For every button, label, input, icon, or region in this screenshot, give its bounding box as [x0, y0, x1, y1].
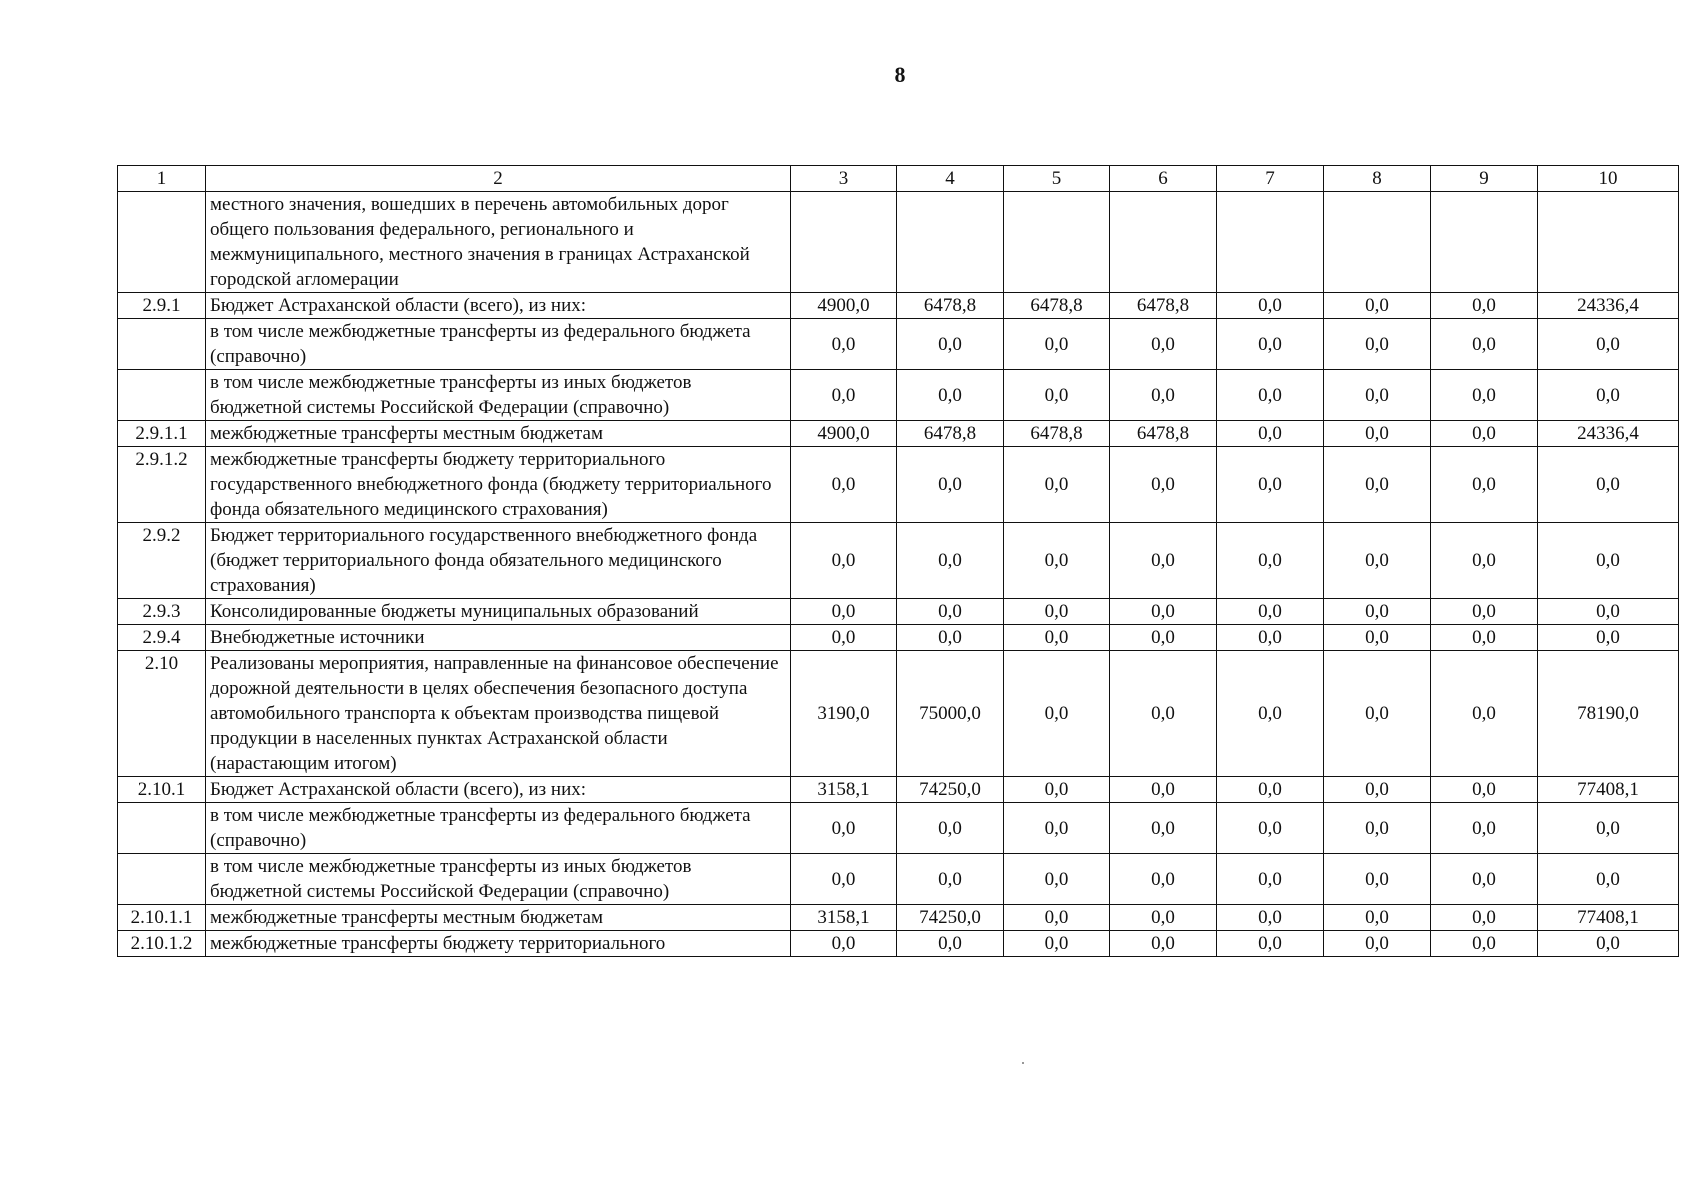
- row-value-col-10: 0,0: [1538, 319, 1679, 370]
- table-row: [118, 599, 1679, 625]
- row-value-col-3: 4900,0: [791, 293, 897, 319]
- row-value-col-9: 0,0: [1431, 523, 1538, 599]
- row-value-col-3: 3158,1: [791, 777, 897, 803]
- table-row: [118, 625, 1679, 651]
- table-row: [118, 651, 1679, 777]
- row-code: 2.10: [118, 651, 206, 777]
- row-value-col-3: 0,0: [791, 854, 897, 905]
- row-value-col-9: 0,0: [1431, 319, 1538, 370]
- row-value-col-3: 0,0: [791, 625, 897, 651]
- row-value-col-3: 0,0: [791, 370, 897, 421]
- row-value-col-6: 6478,8: [1110, 293, 1217, 319]
- table-row: [118, 905, 1679, 931]
- header-row: [118, 166, 1679, 192]
- header-cell-col-9: 9: [1431, 166, 1538, 192]
- row-value-col-6: 0,0: [1110, 625, 1217, 651]
- header-cell-col-5: 5: [1004, 166, 1110, 192]
- table-row: [118, 803, 1679, 854]
- row-value-col-4: 0,0: [897, 931, 1004, 957]
- row-value-col-5: 0,0: [1004, 931, 1110, 957]
- row-value-col-10: 0,0: [1538, 854, 1679, 905]
- row-value-col-5: 0,0: [1004, 905, 1110, 931]
- row-description: межбюджетные трансферты бюджету территориального государственного внебюджетного фонда (бюджету территориального фонда обязательного медицинского страхования): [206, 447, 791, 523]
- row-value-col-6: 0,0: [1110, 319, 1217, 370]
- row-value-col-4: 74250,0: [897, 777, 1004, 803]
- row-value-col-3: 0,0: [791, 523, 897, 599]
- row-value-col-8: 0,0: [1324, 651, 1431, 777]
- row-value-col-4: 0,0: [897, 854, 1004, 905]
- row-code: 2.9.1.1: [118, 421, 206, 447]
- row-value-col-7: 0,0: [1217, 905, 1324, 931]
- row-value-col-6: 0,0: [1110, 854, 1217, 905]
- row-value-col-9: 0,0: [1431, 854, 1538, 905]
- table-row: [118, 931, 1679, 957]
- row-value-col-9: 0,0: [1431, 599, 1538, 625]
- row-value-col-6: 6478,8: [1110, 421, 1217, 447]
- row-value-col-6: 0,0: [1110, 931, 1217, 957]
- row-code: [118, 192, 206, 293]
- row-value-col-5: 6478,8: [1004, 293, 1110, 319]
- row-value-col-6: 0,0: [1110, 370, 1217, 421]
- row-value-col-8: 0,0: [1324, 370, 1431, 421]
- table-row: [118, 523, 1679, 599]
- row-value-col-6: 0,0: [1110, 523, 1217, 599]
- table-row: [118, 777, 1679, 803]
- row-value-col-3: 3158,1: [791, 905, 897, 931]
- header-cell-col-8: 8: [1324, 166, 1431, 192]
- row-value-col-8: 0,0: [1324, 293, 1431, 319]
- row-value-col-3: [791, 192, 897, 293]
- row-value-col-9: [1431, 192, 1538, 293]
- row-value-col-9: 0,0: [1431, 447, 1538, 523]
- row-value-col-3: 0,0: [791, 803, 897, 854]
- header-cell-col-4: 4: [897, 166, 1004, 192]
- row-value-col-9: 0,0: [1431, 803, 1538, 854]
- row-value-col-6: [1110, 192, 1217, 293]
- row-value-col-8: 0,0: [1324, 803, 1431, 854]
- row-value-col-10: 77408,1: [1538, 905, 1679, 931]
- row-value-col-8: 0,0: [1324, 421, 1431, 447]
- row-code: 2.10.1.2: [118, 931, 206, 957]
- row-value-col-5: 0,0: [1004, 447, 1110, 523]
- row-value-col-5: 0,0: [1004, 625, 1110, 651]
- row-value-col-5: 6478,8: [1004, 421, 1110, 447]
- row-value-col-10: 24336,4: [1538, 293, 1679, 319]
- row-value-col-3: 0,0: [791, 447, 897, 523]
- row-value-col-3: 4900,0: [791, 421, 897, 447]
- row-value-col-10: [1538, 192, 1679, 293]
- row-value-col-5: 0,0: [1004, 803, 1110, 854]
- row-description: межбюджетные трансферты местным бюджетам: [206, 905, 791, 931]
- row-code: 2.9.1: [118, 293, 206, 319]
- row-value-col-6: 0,0: [1110, 651, 1217, 777]
- row-value-col-4: 0,0: [897, 599, 1004, 625]
- row-value-col-5: 0,0: [1004, 777, 1110, 803]
- table-row: [118, 293, 1679, 319]
- row-value-col-7: 0,0: [1217, 599, 1324, 625]
- table-row: [118, 447, 1679, 523]
- row-value-col-7: 0,0: [1217, 370, 1324, 421]
- row-value-col-4: 74250,0: [897, 905, 1004, 931]
- header-cell-col-10: 10: [1538, 166, 1679, 192]
- row-value-col-4: [897, 192, 1004, 293]
- row-value-col-7: 0,0: [1217, 803, 1324, 854]
- header-cell-col-1: 1: [118, 166, 206, 192]
- row-value-col-4: 0,0: [897, 625, 1004, 651]
- row-value-col-8: 0,0: [1324, 905, 1431, 931]
- header-cell-col-3: 3: [791, 166, 897, 192]
- row-value-col-5: 0,0: [1004, 599, 1110, 625]
- row-value-col-7: [1217, 192, 1324, 293]
- row-value-col-9: 0,0: [1431, 370, 1538, 421]
- row-value-col-6: 0,0: [1110, 803, 1217, 854]
- row-value-col-5: 0,0: [1004, 319, 1110, 370]
- row-code: [118, 370, 206, 421]
- row-value-col-7: 0,0: [1217, 319, 1324, 370]
- page-number: 8: [894, 62, 906, 87]
- row-value-col-4: 6478,8: [897, 293, 1004, 319]
- row-value-col-8: [1324, 192, 1431, 293]
- row-code: 2.9.4: [118, 625, 206, 651]
- row-value-col-8: 0,0: [1324, 777, 1431, 803]
- scan-speck: [1022, 1062, 1024, 1064]
- row-value-col-8: 0,0: [1324, 854, 1431, 905]
- row-description: местного значения, вошедших в перечень автомобильных дорог общего пользования федерального, регионального и межмуниципального, местного значения в границах Астраханской городской агломерации: [206, 192, 791, 293]
- row-value-col-10: 0,0: [1538, 447, 1679, 523]
- row-value-col-5: 0,0: [1004, 854, 1110, 905]
- row-value-col-6: 0,0: [1110, 447, 1217, 523]
- row-value-col-7: 0,0: [1217, 931, 1324, 957]
- table-row: [118, 421, 1679, 447]
- row-value-col-10: 0,0: [1538, 803, 1679, 854]
- row-value-col-8: 0,0: [1324, 931, 1431, 957]
- header-cell-col-2: 2: [206, 166, 791, 192]
- row-value-col-3: 3190,0: [791, 651, 897, 777]
- table-row: [118, 370, 1679, 421]
- row-value-col-4: 0,0: [897, 523, 1004, 599]
- row-value-col-9: 0,0: [1431, 905, 1538, 931]
- row-description: в том числе межбюджетные трансферты из федерального бюджета (справочно): [206, 319, 791, 370]
- row-description: в том числе межбюджетные трансферты из иных бюджетов бюджетной системы Российской Федерации (справочно): [206, 854, 791, 905]
- row-value-col-7: 0,0: [1217, 854, 1324, 905]
- row-value-col-5: [1004, 192, 1110, 293]
- row-code: 2.9.2: [118, 523, 206, 599]
- row-value-col-7: 0,0: [1217, 447, 1324, 523]
- row-value-col-4: 0,0: [897, 803, 1004, 854]
- row-value-col-4: 75000,0: [897, 651, 1004, 777]
- row-value-col-8: 0,0: [1324, 625, 1431, 651]
- row-value-col-4: 6478,8: [897, 421, 1004, 447]
- row-code: 2.10.1.1: [118, 905, 206, 931]
- row-description: Консолидированные бюджеты муниципальных образований: [206, 599, 791, 625]
- row-value-col-5: 0,0: [1004, 370, 1110, 421]
- row-value-col-4: 0,0: [897, 319, 1004, 370]
- row-value-col-8: 0,0: [1324, 447, 1431, 523]
- row-value-col-9: 0,0: [1431, 931, 1538, 957]
- row-value-col-10: 0,0: [1538, 523, 1679, 599]
- row-value-col-9: 0,0: [1431, 293, 1538, 319]
- row-description: Бюджет Астраханской области (всего), из них:: [206, 777, 791, 803]
- row-value-col-3: 0,0: [791, 599, 897, 625]
- row-value-col-7: 0,0: [1217, 651, 1324, 777]
- row-value-col-5: 0,0: [1004, 651, 1110, 777]
- row-value-col-10: 0,0: [1538, 370, 1679, 421]
- row-value-col-10: 0,0: [1538, 931, 1679, 957]
- table-row: [118, 854, 1679, 905]
- row-value-col-9: 0,0: [1431, 777, 1538, 803]
- row-description: Бюджет Астраханской области (всего), из них:: [206, 293, 791, 319]
- row-value-col-9: 0,0: [1431, 651, 1538, 777]
- row-code: [118, 854, 206, 905]
- row-value-col-10: 77408,1: [1538, 777, 1679, 803]
- row-value-col-4: 0,0: [897, 447, 1004, 523]
- row-value-col-9: 0,0: [1431, 625, 1538, 651]
- row-value-col-10: 0,0: [1538, 599, 1679, 625]
- row-value-col-8: 0,0: [1324, 523, 1431, 599]
- budget-table: [117, 165, 1679, 957]
- header-cell-col-6: 6: [1110, 166, 1217, 192]
- header-cell-col-7: 7: [1217, 166, 1324, 192]
- row-description: межбюджетные трансферты бюджету территориального: [206, 931, 791, 957]
- row-value-col-7: 0,0: [1217, 421, 1324, 447]
- row-value-col-3: 0,0: [791, 931, 897, 957]
- row-value-col-9: 0,0: [1431, 421, 1538, 447]
- row-description: в том числе межбюджетные трансферты из федерального бюджета (справочно): [206, 803, 791, 854]
- row-description: Реализованы мероприятия, направленные на финансовое обеспечение дорожной деятельности в целях обеспечения безопасного доступа автомобильного транспорта к объектам производства пищевой продукции в населенных пунктах Астраханской области (нарастающим итогом): [206, 651, 791, 777]
- row-value-col-10: 24336,4: [1538, 421, 1679, 447]
- row-value-col-7: 0,0: [1217, 293, 1324, 319]
- table-row: [118, 319, 1679, 370]
- row-value-col-6: 0,0: [1110, 905, 1217, 931]
- row-code: 2.10.1: [118, 777, 206, 803]
- row-value-col-8: 0,0: [1324, 599, 1431, 625]
- row-description: Внебюджетные источники: [206, 625, 791, 651]
- row-value-col-7: 0,0: [1217, 523, 1324, 599]
- row-code: [118, 803, 206, 854]
- row-value-col-7: 0,0: [1217, 625, 1324, 651]
- row-code: 2.9.3: [118, 599, 206, 625]
- table-row: [118, 192, 1679, 293]
- row-description: Бюджет территориального государственного внебюджетного фонда (бюджет территориального фонда обязательного медицинского страхования): [206, 523, 791, 599]
- row-code: 2.9.1.2: [118, 447, 206, 523]
- row-description: межбюджетные трансферты местным бюджетам: [206, 421, 791, 447]
- row-value-col-10: 78190,0: [1538, 651, 1679, 777]
- row-value-col-3: 0,0: [791, 319, 897, 370]
- row-value-col-7: 0,0: [1217, 777, 1324, 803]
- row-description: в том числе межбюджетные трансферты из иных бюджетов бюджетной системы Российской Федерации (справочно): [206, 370, 791, 421]
- row-value-col-6: 0,0: [1110, 777, 1217, 803]
- row-value-col-10: 0,0: [1538, 625, 1679, 651]
- row-value-col-4: 0,0: [897, 370, 1004, 421]
- row-value-col-5: 0,0: [1004, 523, 1110, 599]
- row-value-col-6: 0,0: [1110, 599, 1217, 625]
- table-body: [118, 192, 1679, 957]
- row-value-col-8: 0,0: [1324, 319, 1431, 370]
- row-code: [118, 319, 206, 370]
